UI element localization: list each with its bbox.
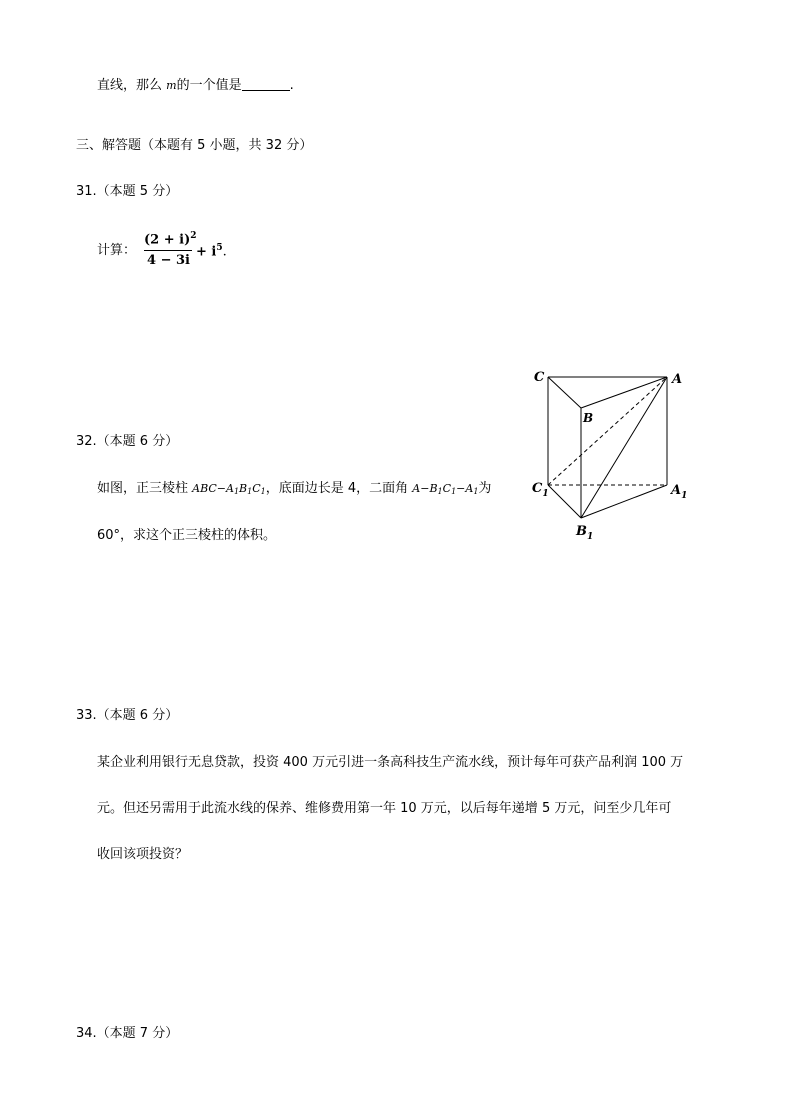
q33-line3: 收回该项投资？ [97, 847, 189, 862]
q31-tail: + $i^5$. [196, 243, 227, 260]
q32-header: 32.（本题 6 分） [76, 434, 179, 449]
answer-blank [242, 78, 290, 91]
q34-header: 34.（本题 7 分） [76, 1026, 179, 1041]
q31-header: 31.（本题 5 分） [76, 184, 179, 199]
q32-line2: 60°，求这个正三棱柱的体积。 [97, 528, 277, 543]
vertex-label-A1: $A_1$ [671, 483, 688, 501]
vertex-label-C: C [534, 370, 545, 385]
section-title: 三、解答题（本题有 5 小题，共 32 分） [76, 138, 313, 153]
prism-diagram [520, 360, 700, 545]
q33-line1: 某企业利用银行无息贷款，投资 400 万元引进一条高科技生产流水线，预计每年可获产品利润 100 万 [97, 755, 684, 770]
q32-line1: 如图，正三棱柱 $ABC-A_1B_1C_1$，底面边长是 4，二面角 $A-B_1C_1-A_1$为 [97, 481, 492, 496]
vertex-label-A: A [672, 372, 683, 387]
q31-denominator: 4 − 3i [147, 253, 190, 268]
q31-prefix: 计算： [97, 243, 137, 258]
fraction-bar [144, 250, 192, 251]
vertex-label-C1: $C_1$ [532, 481, 549, 499]
vertex-label-B1: $B_1$ [576, 524, 594, 542]
vertex-label-B: B [583, 411, 594, 425]
q31-numerator-exponent: 2 [190, 231, 197, 241]
q33-line2: 元。但还另需用于此流水线的保养、维修费用第一年 10 万元，以后每年递增 5 万元，问至少几年可 [97, 801, 672, 816]
q31-numerator: (2 + i) [144, 232, 191, 248]
q33-header: 33.（本题 6 分） [76, 708, 179, 723]
prism-name: $ABC-A_1B_1C_1$ [192, 482, 266, 496]
dihedral-angle: $A-B_1C_1-A_1$ [412, 482, 479, 496]
fill-blank-line: 直线，那么 m的一个值是 . [97, 78, 294, 93]
q31-fraction [144, 231, 197, 271]
q31-tail-exponent: 5 [216, 243, 223, 253]
variable-m: m [166, 79, 177, 92]
